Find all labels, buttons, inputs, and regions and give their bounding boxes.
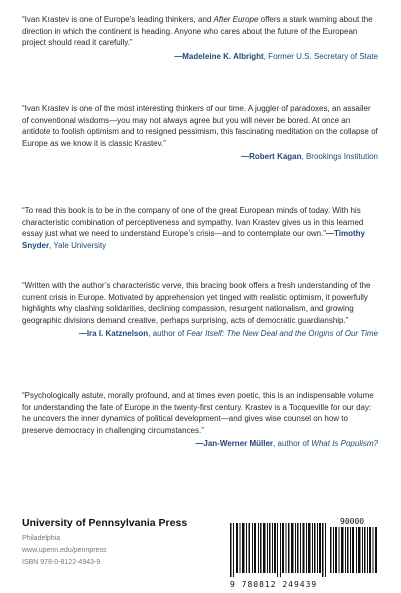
blurb-muller xyxy=(22,390,378,449)
blurb-attribution: —Ira I. Katznelson, author of Fear Itself: The New Deal and the Origins of Our Time xyxy=(78,329,378,339)
barcode-price-code: 90000 xyxy=(340,517,365,526)
blurb-text: “Written with the author’s characteristic verve, this bracing book offers a fresh understanding of the current crisis in Europe. Motivated by apprehension yet tinged with realistic optimism, it powerfully highlights why clashing solidarities, declining compassion, resurgent nationalism, and growing geographic divisions demand creative, perhaps surprising, acts of democratic guardianship.” xyxy=(22,281,371,325)
blurb-text: “Psychologically astute, morally profound, and at times even poetic, this is an indispensable volume for understanding the fate of Europe in the twenty-first century. Krastev is a Tocqueville for our day: he uncovers the inner dynamics of political development—and gives wise counsel on how to preserve democracy in challenging circumstances.” xyxy=(22,391,374,435)
blurb-snyder xyxy=(22,205,378,251)
publisher-city: Philadelphia xyxy=(22,535,61,542)
blurb-attribution: —Madeleine K. Albright, Former U.S. Secretary of State xyxy=(174,51,378,61)
publisher-url: www.upenn.edu/pennpress xyxy=(22,547,107,554)
blurb-attribution: —Robert Kagan, Brookings Institution xyxy=(241,152,378,162)
blurb-kagan xyxy=(22,103,378,162)
blurb-katznelson xyxy=(22,280,378,339)
barcode-digits: 9 780812 249439 xyxy=(230,580,318,589)
blurb-text: “Ivan Krastev is one of Europe’s leading thinkers, and After Europe offers a stark warning about the direction in which the continent is heading. Anyone who cares about the future of the European project should read it carefully.” xyxy=(22,15,373,48)
blurb-text: “Ivan Krastev is one of the most interesting thinkers of our time. A juggler of paradoxes, an assailer of conventional wisdoms—you may not always agree but you will never be bored. At once an antidote to foolish optimism and to resigned pessimism, this fascinating meditation on the collapse of Europe as we know it is classic Krastev.” xyxy=(22,104,378,148)
publisher-name: University of Pennsylvania Press xyxy=(22,517,188,529)
blurb-attribution: —Jan-Werner Müller, author of What Is Populism? xyxy=(195,439,378,449)
isbn-text: ISBN 978-0-8122-4943-9 xyxy=(22,559,101,566)
blurb-text: “To read this book is to be in the company of one of the great European minds of today. With his characteristic combination of perceptiveness and sympathy, Ivan Krastev gives us in this learned essay just what we need to understand Europe’s crisis—and to contemplate our own.”—Timothy Snyder, Yale University xyxy=(22,206,365,250)
blurb-albright xyxy=(22,14,378,62)
